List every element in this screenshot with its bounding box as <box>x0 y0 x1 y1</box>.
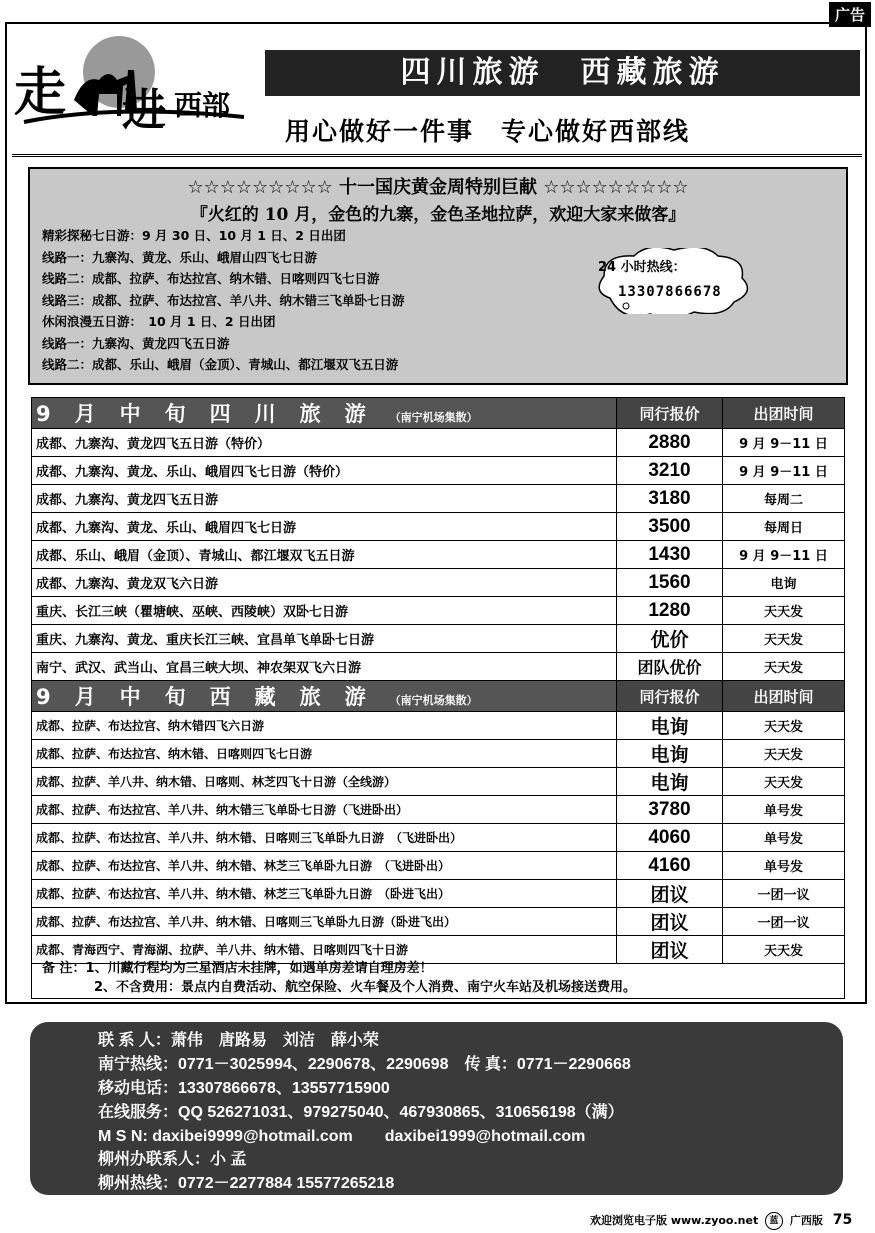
contact-msn: M S N: daxibei9999@hotmail.com daxibei1999@hotmail.com <box>98 1128 586 1145</box>
contact-people: 联 系 人：萧伟 唐路易 刘洁 薛小荣 <box>98 1032 379 1049</box>
price: 团队优价 <box>617 653 723 681</box>
price: 4060 <box>617 824 723 852</box>
route: 成都、九寨沟、黄龙、乐山、峨眉四飞七日游（特价） <box>32 457 617 485</box>
footer <box>590 1212 852 1230</box>
ad-tag: 广告 <box>829 2 871 27</box>
footer-text: 欢迎浏览电子版 www.zyoo.net <box>590 1214 759 1227</box>
note-line-1: 备 注：1、川藏行程均为三星酒店未挂牌，如遇单房差请自理房差！ <box>42 961 433 976</box>
col-date: 出团时间 <box>723 398 845 429</box>
price: 2880 <box>617 429 723 457</box>
price-table <box>31 397 845 964</box>
depart-date: 9 月 9－11 日 <box>723 457 845 485</box>
contact-mobile: 移动电话：13307866678、13557715900 <box>98 1080 390 1097</box>
contact-liuzhou-hotline: 柳州热线：0772－2277884 15577265218 <box>98 1175 395 1192</box>
route: 成都、拉萨、羊八井、纳木错、日喀则、林芝四飞十日游（全线游） <box>32 768 617 796</box>
table-row <box>32 740 845 768</box>
col-date: 出团时间 <box>723 681 845 712</box>
section-note-tibet: （南宁机场集散） <box>389 694 478 707</box>
table-row <box>32 908 845 936</box>
depart-date: 9 月 9－11 日 <box>723 429 845 457</box>
depart-date: 单号发 <box>723 796 845 824</box>
depart-date: 天天发 <box>723 768 845 796</box>
note-line-2: 2、不含费用：景点内自费活动、航空保险、火车餐及个人消费、南宁火车站及机场接送费用。 <box>42 980 637 995</box>
price: 4160 <box>617 852 723 880</box>
depart-date: 9 月 9－11 日 <box>723 541 845 569</box>
logo-char-west: 西部 <box>174 89 231 122</box>
col-price: 同行报价 <box>617 398 723 429</box>
promo-line: 休闲浪漫五日游： 10 月 1 日、2 日出团 <box>42 314 276 329</box>
route: 成都、拉萨、布达拉宫、羊八井、纳木错、日喀则三飞单卧九日游（卧进飞出） <box>32 908 617 936</box>
route: 成都、九寨沟、黄龙四飞五日游 <box>32 485 617 513</box>
table-row <box>32 597 845 625</box>
edition: 广西版 <box>789 1214 823 1227</box>
section-note-sichuan: （南宁机场集散） <box>389 411 478 424</box>
route: 成都、拉萨、布达拉宫、纳木错、日喀则四飞七日游 <box>32 740 617 768</box>
depart-date: 天天发 <box>723 653 845 681</box>
hotline-label: 24 小时热线： <box>598 260 686 275</box>
table-row <box>32 625 845 653</box>
contact-online: 在线服务：QQ 526271031、979275040、467930865、310656198（满） <box>98 1104 624 1121</box>
table-row <box>32 796 845 824</box>
promo-line: 精彩探秘七日游：9 月 30 日、10 月 1 日、2 日出团 <box>42 228 346 243</box>
route: 成都、拉萨、布达拉宫、羊八井、纳木错、林芝三飞单卧九日游 （卧进飞出） <box>32 880 617 908</box>
depart-date: 电询 <box>723 569 845 597</box>
table-row <box>32 768 845 796</box>
table-row <box>32 569 845 597</box>
route: 成都、乐山、峨眉（金顶）、青城山、都江堰双飞五日游 <box>32 541 617 569</box>
price: 3180 <box>617 485 723 513</box>
logo-char-walk: 走 <box>14 63 67 123</box>
table-row <box>32 541 845 569</box>
table-row <box>32 852 845 880</box>
depart-date: 一团一议 <box>723 880 845 908</box>
table-row <box>32 824 845 852</box>
hotline-number: 13307866678 <box>618 284 722 300</box>
depart-date: 天天发 <box>723 740 845 768</box>
table-row <box>32 429 845 457</box>
price: 优价 <box>617 625 723 653</box>
price: 电询 <box>617 768 723 796</box>
route: 南宁、武汉、武当山、宜昌三峡大坝、神农架双飞六日游 <box>32 653 617 681</box>
promo-line: 线路三：成都、拉萨、布达拉宫、羊八井、纳木错三飞单卧七日游 <box>42 292 405 308</box>
table-row <box>32 513 845 541</box>
price: 团议 <box>617 880 723 908</box>
depart-date: 每周二 <box>723 485 845 513</box>
depart-date: 一团一议 <box>723 908 845 936</box>
badge-icon: 蓝 <box>765 1212 783 1230</box>
price: 3210 <box>617 457 723 485</box>
price: 团议 <box>617 936 723 964</box>
price: 1560 <box>617 569 723 597</box>
title-banner: 四川旅游 西藏旅游 <box>265 50 860 96</box>
divider <box>12 154 862 157</box>
hotline-cloud <box>590 248 760 314</box>
promo-subline: 『火红的 10 月，金色的九寨，金色圣地拉萨，欢迎大家来做客』 <box>190 205 686 225</box>
price: 3500 <box>617 513 723 541</box>
table-row <box>32 880 845 908</box>
promo-line: 线路二：成都、拉萨、布达拉宫、纳木错、日喀则四飞七日游 <box>42 271 380 286</box>
promo-line: 线路二：成都、乐山、峨眉（金顶）、青城山、都江堰双飞五日游 <box>42 357 399 372</box>
section-title-sichuan: 9月中旬四川旅游 <box>36 402 390 426</box>
depart-date: 单号发 <box>723 852 845 880</box>
promo-headline: ☆☆☆☆☆☆☆☆☆ 十一国庆黄金周特别巨献 ☆☆☆☆☆☆☆☆☆ <box>187 177 689 198</box>
contact-liuzhou-person: 柳州办联系人：小 孟 <box>98 1151 247 1168</box>
depart-date: 天天发 <box>723 597 845 625</box>
table-row <box>32 457 845 485</box>
depart-date: 天天发 <box>723 712 845 740</box>
depart-date: 每周日 <box>723 513 845 541</box>
logo-char-enter: 进 <box>122 85 166 136</box>
table-row <box>32 653 845 681</box>
route: 成都、拉萨、布达拉宫、羊八井、纳木错、林芝三飞单卧九日游 （飞进卧出） <box>32 852 617 880</box>
table-row <box>32 712 845 740</box>
depart-date: 天天发 <box>723 936 845 964</box>
route: 成都、九寨沟、黄龙四飞五日游（特价） <box>32 429 617 457</box>
price: 电询 <box>617 740 723 768</box>
price: 1280 <box>617 597 723 625</box>
route: 成都、拉萨、布达拉宫、羊八井、纳木错、日喀则三飞单卧九日游 （飞进卧出） <box>32 824 617 852</box>
price: 3780 <box>617 796 723 824</box>
route: 成都、拉萨、布达拉宫、纳木错四飞六日游 <box>32 712 617 740</box>
logo <box>14 30 254 142</box>
col-price: 同行报价 <box>617 681 723 712</box>
table-header-sichuan <box>32 398 845 429</box>
route: 成都、拉萨、布达拉宫、羊八井、纳木错三飞单卧七日游（飞进卧出） <box>32 796 617 824</box>
depart-date: 天天发 <box>723 625 845 653</box>
promo-line: 线路一：九寨沟、黄龙、乐山、峨眉山四飞七日游 <box>42 249 318 265</box>
route: 重庆、九寨沟、黄龙、重庆长江三峡、宜昌单飞单卧七日游 <box>32 625 617 653</box>
section-title-tibet: 9月中旬西藏旅游 <box>36 685 390 709</box>
slogan: 用心做好一件事 专心做好西部线 <box>285 117 691 146</box>
contact-hotline: 南宁热线：0771－3025994、2290678、2290698 传 真：0771－2290668 <box>98 1056 631 1073</box>
route: 重庆、长江三峡（瞿塘峡、巫峡、西陵峡）双卧七日游 <box>32 597 617 625</box>
route: 成都、九寨沟、黄龙双飞六日游 <box>32 569 617 597</box>
notes <box>31 959 845 999</box>
price: 团议 <box>617 908 723 936</box>
route: 成都、青海西宁、青海湖、拉萨、羊八井、纳木错、日喀则四飞十日游 <box>32 936 617 964</box>
price: 电询 <box>617 712 723 740</box>
price: 1430 <box>617 541 723 569</box>
table-row <box>32 485 845 513</box>
depart-date: 单号发 <box>723 824 845 852</box>
contact-box <box>30 1022 843 1195</box>
page-number: 75 <box>832 1212 853 1228</box>
table-header-tibet <box>32 681 845 712</box>
route: 成都、九寨沟、黄龙、乐山、峨眉四飞七日游 <box>32 513 617 541</box>
promo-line: 线路一：九寨沟、黄龙四飞五日游 <box>42 335 230 351</box>
